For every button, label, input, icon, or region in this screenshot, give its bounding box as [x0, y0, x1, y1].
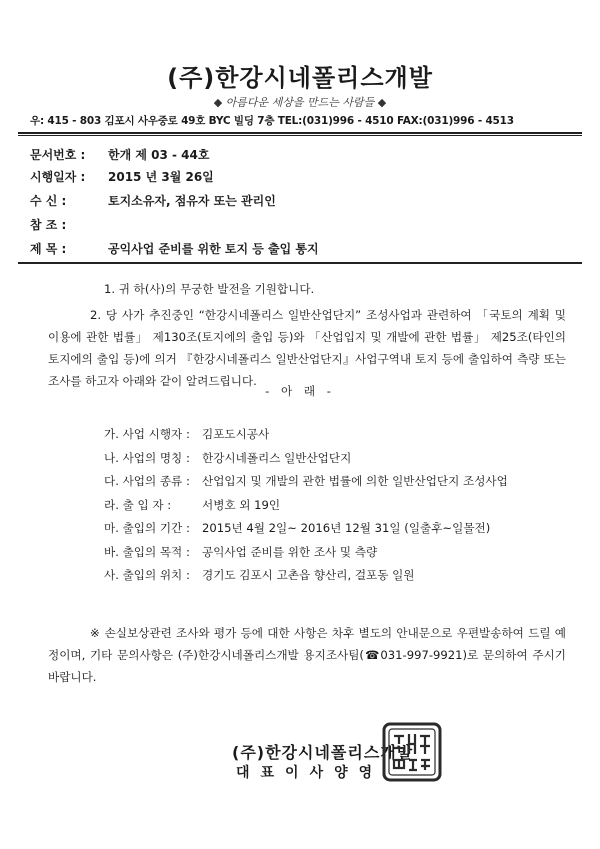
contact-note: ※ 손실보상관련 조사와 평가 등에 대한 사항은 차후 별도의 안내문으로 우편발송하여 드릴 예정이며, 기타 문의사항은 (주)한강시네폴리스개발 용지조사팀(☎031-997-9921)로 문의하여 주시기 바랍니다. [48, 626, 566, 684]
reference-row [30, 216, 108, 233]
list-item: 다. 사업의 종류 : 산업입지 및 개발의 관한 법률에 의한 일반산업단지 조성사업 [104, 474, 508, 488]
issue-date: 2015 년 3월 26일 [108, 170, 214, 184]
date-row [30, 168, 214, 185]
recipient: 토지소유자, 점유자 또는 관리인 [108, 194, 276, 208]
signature-ceo: 대표이사양영 [236, 765, 384, 781]
list-item: 가. 사업 시행자 : 김포도시공사 [104, 427, 270, 441]
list-item: 나. 사업의 명칭 : 한강시네폴리스 일반산업단지 [104, 450, 352, 465]
paragraph-2: 2. 당 사가 추진중인 “한강시네폴리스 일반산업단지” 조성사업과 관련하여 「국토의 계획 및 이용에 관한 법률」 제130조(토지에의 출입 등)와 「산업입지 및 개발에 관한 법률」 제25조(타인의 토지에의 출입 등)에 의거 『한강시네폴리스 일반산업단지』사업구역내 토지 등에 출입하여 측량 또는 조사를 하고자 아래와 같이 알려드립니다. [48, 308, 566, 388]
details-list [104, 426, 508, 591]
subject: 공익사업 준비를 위한 토지 등 출입 통지 [108, 242, 319, 256]
recipient-row [30, 192, 276, 209]
paragraph-1: 1. 귀 하(사)의 무궁한 발전을 기원합니다. [104, 282, 315, 296]
doc-number-row [30, 146, 209, 163]
meta-divider [18, 262, 582, 264]
subject-row [30, 240, 319, 257]
header-divider-thin [18, 135, 582, 136]
reference-label: 참 조 : [30, 218, 67, 232]
doc-number-label: 문서번호 : [30, 148, 86, 162]
company-slogan: ◆ 아름다운 세상을 만드는 사람들 ◆ [213, 96, 387, 109]
ahrae-heading: - 아 래 - [265, 384, 335, 398]
list-item: 마. 출입의 기간 : 2015년 4월 2일~ 2016년 12월 31일 (일출후~일몰전) [104, 521, 491, 535]
date-label: 시행일자 : [30, 170, 86, 184]
recipient-label: 수 신 : [30, 194, 67, 208]
list-item: 바. 출입의 목적 : 공익사업 준비를 위한 조사 및 측량 [104, 544, 378, 559]
list-item: 라. 출 입 자 : 서병호 외 19인 [104, 497, 281, 512]
company-title: (주)한강시네폴리스개발 [167, 64, 433, 92]
company-address: 우: 415 - 803 김포시 사우중로 49호 BYC 빌딩 7층 TEL:(031)996 - 4510 FAX:(031)996 - 4513 [30, 115, 514, 127]
signature-company: (주)한강시네폴리스개발 [232, 743, 414, 762]
company-seal-icon [382, 722, 442, 782]
doc-number: 한개 제 03 - 44호 [108, 148, 210, 162]
subject-label: 제 목 : [30, 242, 67, 256]
header-divider [18, 132, 582, 134]
list-item: 사. 출입의 위치 : 경기도 김포시 고촌읍 향산리, 걸포동 일원 [104, 568, 415, 582]
